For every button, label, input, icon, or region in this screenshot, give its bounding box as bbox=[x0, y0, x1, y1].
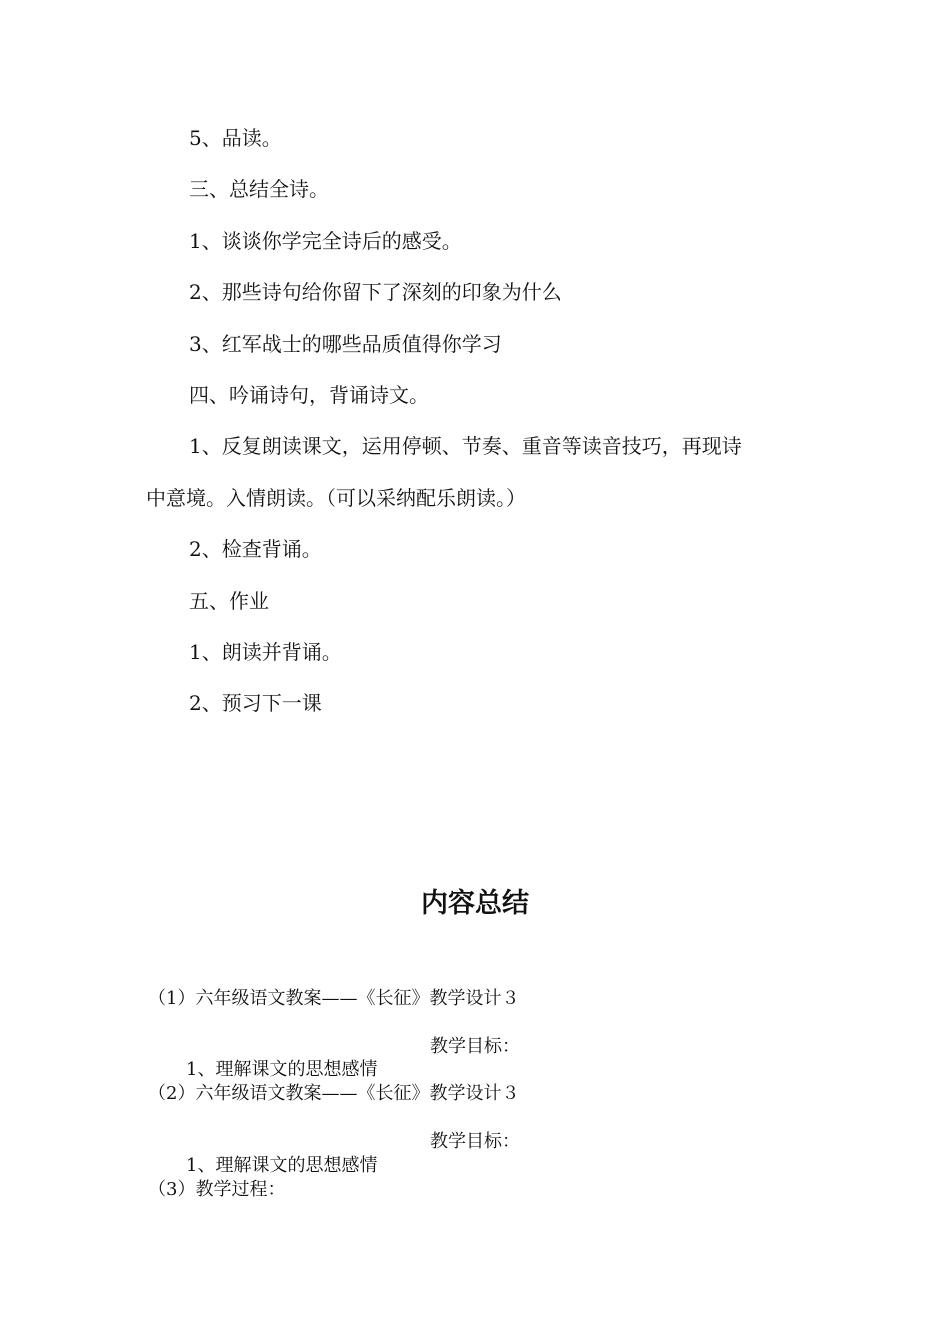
summary-item-2-heading: （2）六年级语文教案——《长征》教学设计３ bbox=[148, 1083, 520, 1104]
summary-item-3-heading: （3）教学过程： bbox=[148, 1179, 286, 1200]
summary-item-2-goal-item: 1、理解课文的思想感情 bbox=[186, 1155, 378, 1176]
body-line-11: 1、朗读并背诵。 bbox=[189, 640, 342, 664]
summary-item-1-goal-item: 1、理解课文的思想感情 bbox=[186, 1059, 378, 1080]
section-heading-5: 五、作业 bbox=[189, 589, 269, 613]
summary-item-1-heading: （1）六年级语文教案——《长征》教学设计３ bbox=[148, 988, 520, 1009]
body-line-7: 1、反复朗读课文，运用停顿、节奏、重音等读音技巧，再现诗 bbox=[189, 434, 742, 458]
body-line-3: 1、谈谈你学完全诗后的感受。 bbox=[189, 229, 462, 253]
body-line-4: 2、那些诗句给你留下了深刻的印象为什么 bbox=[189, 280, 562, 304]
section-heading-4: 四、吟诵诗句，背诵诗文。 bbox=[189, 383, 429, 407]
body-line-12: 2、预习下一课 bbox=[189, 691, 322, 715]
body-line-9: 2、检查背诵。 bbox=[189, 537, 322, 561]
section-heading-3: 三、总结全诗。 bbox=[189, 177, 329, 201]
body-line-1: 5、品读。 bbox=[189, 126, 282, 150]
body-line-5: 3、红军战士的哪些品质值得你学习 bbox=[189, 332, 502, 356]
body-line-8: 中意境。入情朗读。（可以采纳配乐朗读。） bbox=[146, 486, 526, 510]
summary-item-2-goal-label: 教学目标： bbox=[430, 1131, 520, 1152]
summary-item-1-goal-label: 教学目标： bbox=[430, 1036, 520, 1057]
summary-title: 内容总结 bbox=[421, 888, 529, 919]
